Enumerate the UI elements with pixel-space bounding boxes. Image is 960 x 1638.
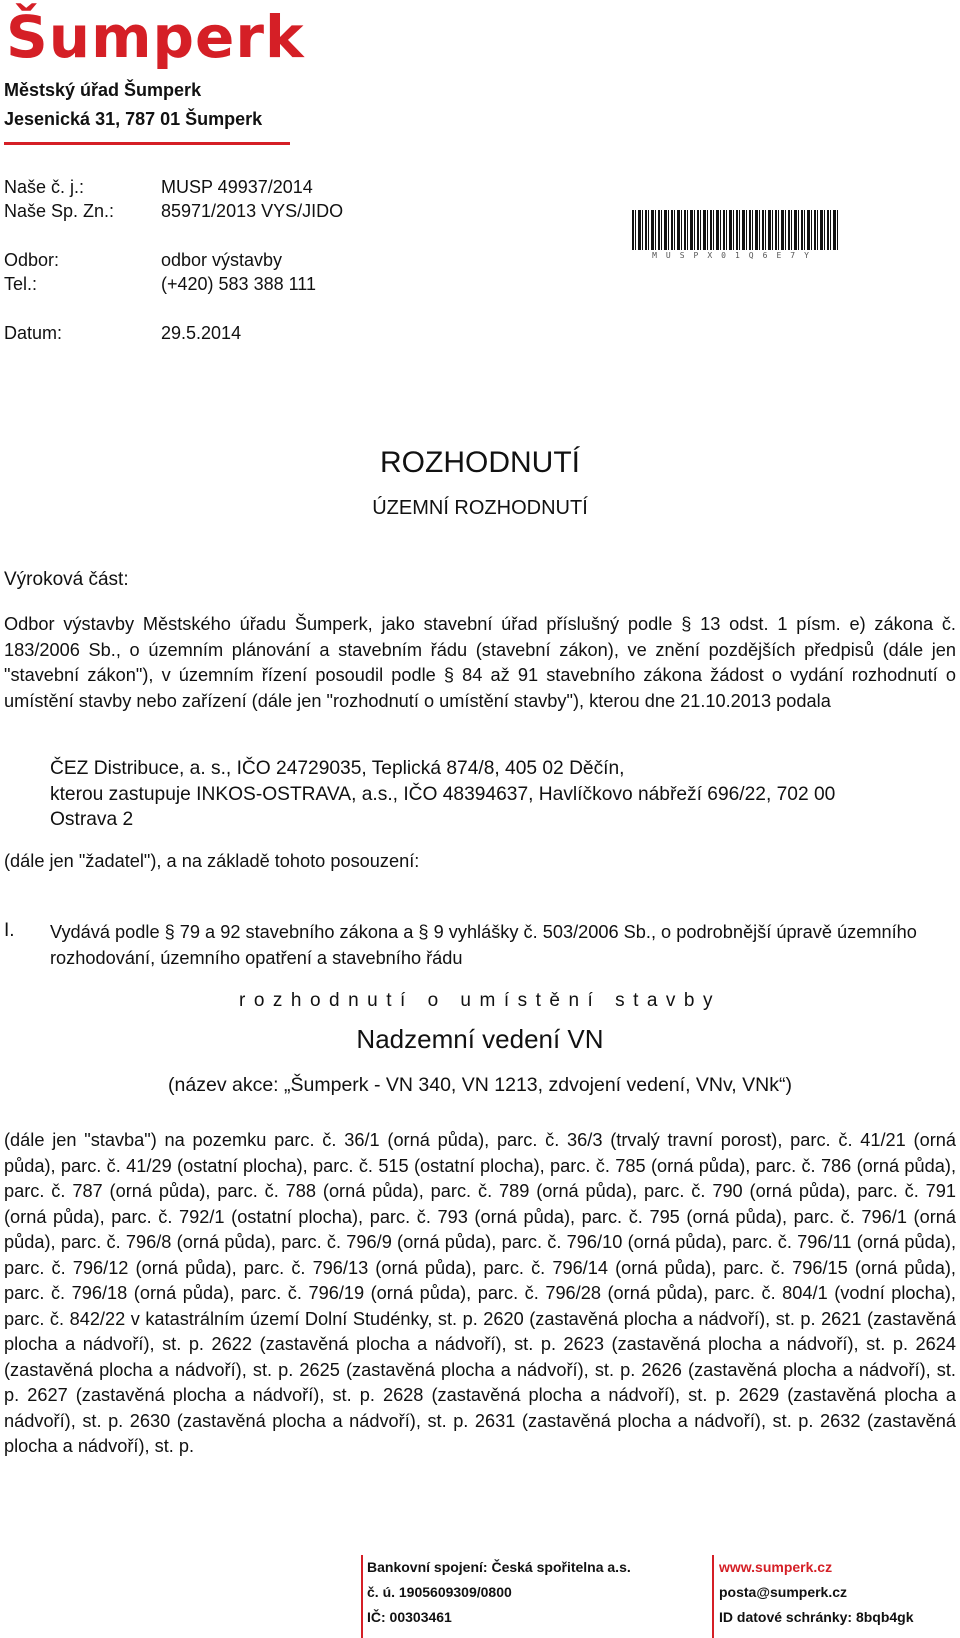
meta-value-tel: (+420) 583 388 111: [161, 274, 316, 294]
meta-value-odbor: odbor výstavby: [161, 250, 283, 270]
footer-account: č. ú. 1905609309/0800: [367, 1584, 512, 1600]
applicant-line-1: ČEZ Distribuce, a. s., IČO 24729035, Teplická 874/8, 405 02 Děčín,: [50, 758, 625, 779]
meta-value-datum: 29.5.2014: [161, 323, 242, 343]
office-address: Jesenická 31, 787 01 Šumperk: [4, 109, 263, 129]
parcels-paragraph: (dále jen "stavba") na pozemku parc. č. 36/1 (orná půda), parc. č. 36/3 (trvalý travní porost), parc. č. 41/21 (orná půda), parc. č. 41/29 (ostatní plocha), parc. č. 515 (ostatní plocha), parc. č. 785 (orná půda), parc. č. 786 (orná půda), parc. č. 787 (orná půda), parc. č. 788 (orná půda), parc. č. 789 (orná půda), parc. č. 790 (orná půda), parc. č. 791 (orná půda), parc. č. 792/1 (ostatní plocha), parc. č. 793 (orná půda), parc. č. 795 (orná půda), parc. č. 796/1 (orná půda), parc. č. 796/8 (orná půda), parc. č. 796/9 (orná půda), parc. č. 796/10 (orná půda), parc. č. 796/11 (orná půda), parc. č. 796/12 (orná půda), parc. č. 796/13 (orná půda), parc. č. 796/14 (orná půda), parc. č. 796/15 (orná půda), parc. č. 796/18 (orná půda), parc. č. 796/19 (orná půda), parc. č. 796/28 (orná půda), parc. č. 804/1 (vodní plocha), parc. č. 842/22 v katastrálním území Dolní Studénky, st. p. 2620 (zastavěná plocha a nádvoří), st. p. 2621 (zastavěná plocha a nádvoří), st. p. 2622 (zastavěná plocha a nádvoří), st. p. 2623 (zastavěná plocha a nádvoří), st. p. 2624 (zastavěná plocha a nádvoří), st. p. 2625 (zastavěná plocha a nádvoří), st. p. 2626 (zastavěná plocha a nádvoří), st. p. 2627 (zastavěná plocha a nádvoří), st. p. 2628 (zastavěná plocha a nádvoří), st. p. 2629 (zastavěná plocha a nádvoří), st. p. 2630 (zastavěná plocha a nádvoří), st. p. 2631 (zastavěná plocha a nádvoří), st. p. 2632 (zastavěná plocha a nádvoří), st. p.: [4, 1130, 956, 1456]
meta-value-cj: MUSP 49937/2014: [161, 177, 313, 197]
footer-web-link[interactable]: www.sumperk.cz: [719, 1559, 833, 1575]
footer-divider-right: [712, 1555, 714, 1638]
footer-bank-block: [367, 1555, 631, 1630]
meta-label-datum: Datum:: [4, 323, 63, 343]
applicant-line-3: Ostrava 2: [50, 809, 134, 830]
header-divider: [4, 142, 290, 145]
section-heading: Výroková část:: [4, 569, 129, 590]
document-subtitle: ÚZEMNÍ ROZHODNUTÍ: [372, 497, 588, 519]
decision-paragraph: [50, 920, 956, 971]
logo-wordmark: Šumperk: [6, 3, 305, 71]
applicant-block: [50, 756, 956, 833]
decision-type: rozhodnutí o umístění stavby: [239, 990, 721, 1011]
intro-paragraph: Odbor výstavby Městského úřadu Šumperk, jako stavební úřad příslušný podle § 13 odst. 1 písm. e) zákona č. 183/2006 Sb., o územním plánování a stavebním řádu (stavební zákon), ve znění pozdějších předpisů (dále jen "stavební zákon"), v územním řízení posoudil podle § 84 až 91 stavebního zákona žádost o vydání rozhodnutí o umístění stavby nebo zařízení (dále jen "rozhodnutí o umístění stavby"), kterou dne 21.10.2013 podala: [4, 614, 956, 711]
meta-value-spzn: 85971/2013 VYS/JIDO: [161, 201, 344, 221]
document-title: ROZHODNUTÍ: [380, 446, 580, 479]
project-name: (název akce: „Šumperk - VN 340, VN 1213, zdvojení vedení, VNv, VNk“): [168, 1074, 792, 1096]
applicant-line-2: kterou zastupuje INKOS-OSTRAVA, a.s., IČO 48394637, Havlíčkovo nábřeží 696/22, 702 00: [50, 783, 836, 805]
construction-name: Nadzemní vedení VN: [356, 1024, 604, 1054]
meta-label-spzn: Naše Sp. Zn.:: [4, 201, 115, 221]
barcode-text: MUSPX01Q6E7Y: [652, 251, 818, 260]
decision-text: podle § 79 a 92 stavebního zákona a § 9 vyhlášky č. 503/2006 Sb., o podrobnější úpravě územního rozhodování, územního opatření a stavebního řádu: [50, 922, 917, 968]
meta-label-tel: Tel.:: [4, 274, 38, 294]
footer-ic: IČ: 00303461: [367, 1609, 452, 1625]
office-name: Městský úřad Šumperk: [4, 80, 202, 100]
footer-contact-block: [719, 1555, 914, 1630]
meta-label-odbor: Odbor:: [4, 250, 60, 270]
document-barcode: [632, 210, 838, 260]
meta-label-cj: Naše č. j.:: [4, 177, 85, 197]
footer-email-link[interactable]: posta@sumperk.cz: [719, 1584, 848, 1600]
footer-bank: Bankovní spojení: Česká spořitelna a.s.: [367, 1559, 631, 1575]
barcode-bars: [632, 210, 838, 250]
decision-number: I.: [4, 920, 15, 941]
footer-divider-left: [361, 1555, 363, 1638]
decision-verb: Vydává: [50, 922, 110, 942]
footer-databox: ID datové schránky: 8bqb4gk: [719, 1609, 914, 1625]
sumperk-logo: [6, 4, 305, 70]
after-applicant-text: (dále jen "žadatel"), a na základě tohoto posouzení:: [4, 851, 420, 871]
